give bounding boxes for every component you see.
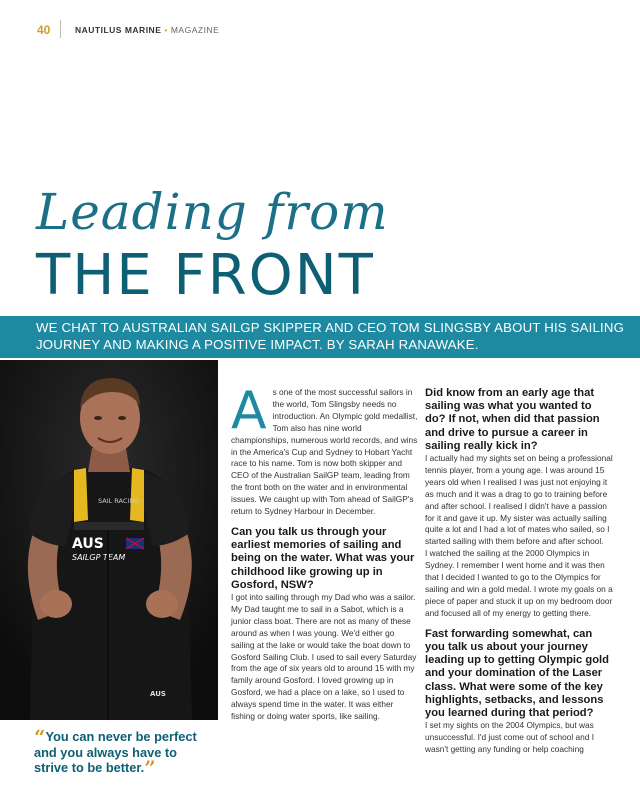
intro-paragraph	[231, 381, 418, 518]
pocket-text: AUS	[150, 690, 166, 698]
standfirst-text: WE CHAT TO AUSTRALIAN SAILGP SKIPPER AND CEO TOM SLINGSBY ABOUT HIS SAILING JOURNEY AND MAKING A POSITIVE IMPACT. BY SARAH RANAWAKE.	[36, 320, 625, 352]
magazine-brand	[75, 25, 219, 35]
standfirst-banner	[0, 316, 640, 358]
chest-text: AUS	[72, 536, 104, 552]
portrait-photo	[0, 360, 218, 720]
answer-1: I got into sailing through my Dad who was a sailor. My Dad taught me to sail in a Sabot, which is a junior class boat. There are not as many of these around as when I was young. We'd either go sailing at the lake or would take the boat down to Gosford Sailing Club. I used to sail every Saturday from the age of six years old to around 15 with my family around Gosford. I loved growing up in Gosford, we had a place on a lake, so I used to always spend time in the water. It was either fishing or doing water sports, like sailing.	[231, 591, 417, 722]
sailor-illustration	[0, 360, 218, 720]
question-3: Fast forwarding somewhat, can you talk us about your journey leading up to getting Olympic gold and your domination of the Laser class. What were some of the key highlights, setbacks, and lessons you learned during that period?	[425, 627, 609, 719]
page-header	[0, 0, 640, 60]
header-divider	[60, 20, 61, 38]
pull-quote	[34, 725, 214, 780]
answer-2: I actually had my sights set on being a professional tennis player, from a young age. I was around 15 years old when I realised I was just not enjoying it as much and it was a drag to go to training before and after school. I realised I didn't have a passion for it and gave it up. My sister was actually sailing quite a lot and I had a lot of mates who sailed, so I started sailing with them before and after school.	[425, 453, 613, 547]
answer-3: I set my sights on the 2004 Olympics, but was unsuccessful. I'd just come out of school and I wasn't getting any funding or help coaching	[425, 720, 594, 754]
brand-name: NAUTILUS MARINE	[75, 25, 162, 35]
drop-cap: A	[231, 381, 267, 441]
answer-2b: I watched the sailing at the 2000 Olympics in Sydney. I remember I went home and it was then that I decided I wanted to go to the Olympics for sailing and win a gold medal. I wrote my goals on a piece of paper and stuck it up on my bedroom door and focused all of my energy to getting there.	[425, 548, 613, 618]
sponsor-text: SAIL RACING	[98, 497, 140, 505]
close-quote-mark: ”	[144, 756, 156, 780]
pull-quote-text: You can never be perfect and you always have to strive to be better.	[34, 729, 197, 775]
article-column-1	[231, 381, 418, 723]
brand-section: MAGAZINE	[170, 25, 220, 35]
intro-text: s one of the most successful sailors in the world, Tom Slingsby needs no introduction. An Olympic gold medallist, Tom also has nine world championships, numerous world records, and wins in the America's Cup and Sydney to Hobart Yacht race to his name. Tom is now both skipper and CEO of the Australian SailGP team, leading from the front both on the water and in environmental issues. We caught up with Tom ahead of SailGP's return to Sydney Harbour in December.	[231, 387, 418, 517]
main-title: THE FRONT	[36, 243, 375, 308]
article-column-2	[425, 387, 613, 756]
brand-separator: •	[164, 25, 168, 35]
question-2: Did know from an early age that sailing was what you wanted to do? If not, when did that passion and drive to pursue a career in sailing really kick in?	[425, 387, 600, 452]
open-quote-mark: “	[34, 725, 46, 749]
script-title: Leading from	[36, 183, 389, 241]
team-text: SAILGP TEAM	[72, 553, 126, 562]
question-1: Can you talk us through your earliest memories of sailing and being on the water. What was your childhood like growing up in Gosford, NSW?	[231, 525, 415, 591]
page-number: 40	[37, 23, 51, 37]
